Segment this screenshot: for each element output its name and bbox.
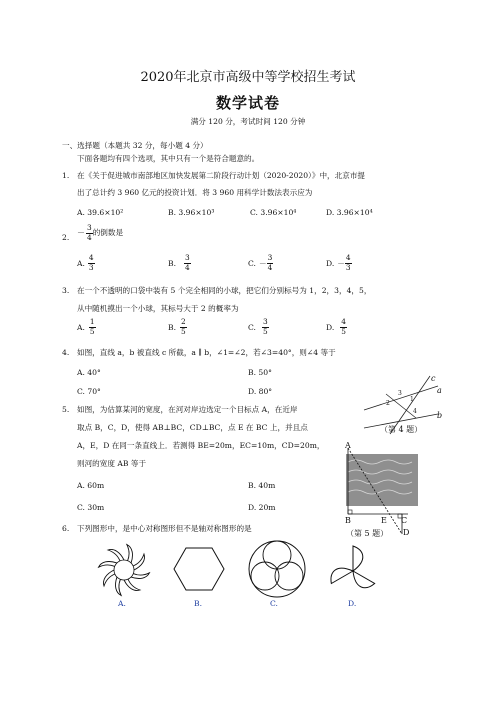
q2-option-c <box>248 254 273 272</box>
section-instruction: 下面各题均有四个选项，其中只有一个是符合题意的。 <box>77 154 260 163</box>
q6-line1: 下列图形中，是中心对称图形但不是轴对称图形的是 <box>77 524 252 533</box>
q2-option-a-num: 4 <box>88 253 94 262</box>
q5-option-c: C. 30m <box>77 503 105 512</box>
q2-option-d <box>326 254 352 272</box>
q5-label-a: A <box>345 441 351 450</box>
q1-line2: 出了总计约 3 960 亿元的投资计划．将 3 960 用科学计数法表示应为 <box>77 188 313 197</box>
q1-option-b: B. 3.96×10³ <box>168 208 215 217</box>
q2-option-a <box>77 254 95 272</box>
subject-title: 数学试卷 <box>215 94 280 112</box>
q1-option-a: A. 39.6×10² <box>77 208 124 217</box>
q5-option-d: D. 20m <box>248 503 276 512</box>
q4-option-b: B. 50° <box>248 368 272 377</box>
q3-line2: 从中随机摸出一个小球，其标号大于 2 的概率为 <box>77 304 239 313</box>
q6-option-c: C. <box>270 599 278 608</box>
q4-label-3: 3 <box>398 390 402 397</box>
q2-stem: － $\frac{3}{4}$ 的倒数是 <box>77 223 124 242</box>
q4-label-2: 2 <box>386 400 390 407</box>
q4-line1: 如图，直线 a，b 被直线 c 所截，a ∥ b，∠1=∠2，若∠3=40°，则∠4 等于 <box>77 348 336 357</box>
q2-stem-text: 的倒数是 <box>92 228 124 237</box>
exam-meta: 满分 120 分，考试时间 120 分钟 <box>190 117 306 126</box>
q4-label-b: b <box>437 411 443 420</box>
center-circle <box>114 560 134 580</box>
q5-label-e: E <box>381 516 387 525</box>
q4-label-1: 1 <box>410 396 414 403</box>
q5-caption: （第 5 题） <box>346 529 389 538</box>
q5-line2: 取点 B，C，D，使得 AB⊥BC，CD⊥BC，点 E 在 BC 上，并且点 <box>77 423 308 432</box>
q5-option-b: B. 40m <box>248 481 276 490</box>
q3-option-a-num: 1 <box>89 317 95 326</box>
q3-option-c-label: C. <box>248 322 256 332</box>
q4-label-c: c <box>431 374 436 383</box>
q1-option-c: C. 3.96×10⁴ <box>250 208 297 217</box>
q4-label-4: 4 <box>413 408 417 415</box>
q2-option-d-label: D. <box>326 258 335 268</box>
q2-option-c-den: 4 <box>267 262 273 272</box>
q5-line1: 如图，为估算某河的宽度，在河对岸边选定一个目标点 A，在近岸 <box>77 405 298 414</box>
q3-option-d-num: 4 <box>341 317 346 326</box>
q3-line1: 在一个不透明的口袋中装有 5 个完全相同的小球，把它们分别标号为 1，2，3，4，5， <box>77 286 372 295</box>
q6-figure-b-hexagon <box>172 546 226 592</box>
q6-option-b: B. <box>194 599 202 608</box>
q2-option-d-neg: － <box>337 258 345 268</box>
q2-number: 2. <box>62 233 70 242</box>
q4-option-c: C. 70° <box>77 387 101 396</box>
q4-caption: （第 4 题） <box>380 425 423 434</box>
q6-number: 6. <box>62 524 70 533</box>
q5-line4: 则河的宽度 AB 等于 <box>77 459 147 468</box>
q6-figure-a-pinwheel <box>96 542 152 598</box>
q2-option-c-num: 3 <box>267 253 273 262</box>
q3-option-b-den: 5 <box>181 326 186 336</box>
q2-option-a-den: 3 <box>88 262 94 272</box>
exam-title: 2020年北京市高级中等学校招生考试 <box>140 70 356 85</box>
q3-option-d-den: 5 <box>341 326 346 336</box>
q2-option-b <box>168 254 191 272</box>
q3-option-a-den: 5 <box>89 326 95 336</box>
section-heading: 一、选择题（本题共 32 分，每小题 4 分） <box>62 141 208 150</box>
q3-option-d-label: D. <box>326 322 335 332</box>
q6-figure-d-triskelion <box>322 540 384 602</box>
right-angle-b <box>348 510 352 514</box>
q3-option-b-num: 2 <box>181 317 186 326</box>
q6-figure-c-circles <box>246 538 308 600</box>
three-blades <box>326 546 374 592</box>
q4-number: 4. <box>62 348 70 357</box>
q2-option-a-label: A. <box>77 258 85 268</box>
q3-number: 3. <box>62 286 70 295</box>
pinwheel-blades <box>98 544 150 596</box>
q2-option-b-den: 4 <box>185 262 190 272</box>
q2-stem-num: 3 <box>87 223 92 232</box>
q5-label-d: D <box>403 528 410 537</box>
q2-option-b-label: B. <box>168 258 176 268</box>
q5-number: 5. <box>62 405 70 414</box>
q3-option-c-den: 5 <box>262 326 268 336</box>
hexagon-shape <box>174 548 224 590</box>
q3-option-a-label: A. <box>77 322 85 332</box>
q4-label-a: a <box>437 386 442 395</box>
q2-option-b-num: 3 <box>185 253 190 262</box>
q5-label-c: C <box>401 516 408 525</box>
q5-option-a: A. 60m <box>77 481 105 490</box>
q2-option-d-num: 4 <box>345 253 351 262</box>
q6-option-d: D. <box>348 599 357 608</box>
q6-option-a: A. <box>118 599 126 608</box>
q3-option-b <box>168 318 187 336</box>
q1-option-d: D. 3.96×10⁴ <box>326 208 373 217</box>
q3-option-d <box>326 318 347 336</box>
q2-option-d-den: 3 <box>345 262 351 272</box>
q1-line1: 在《关于促进城市南部地区加快发展第二阶段行动计划（2020-2020）》中，北京市提 <box>77 171 366 180</box>
q4-option-a: A. 40° <box>77 368 101 377</box>
q2-stem-fraction <box>86 224 93 242</box>
q5-label-b: B <box>345 516 351 525</box>
q1-number: 1. <box>62 171 70 180</box>
q3-option-b-label: B. <box>168 322 176 332</box>
q4-option-d: D. 80° <box>248 387 273 396</box>
q3-option-a <box>77 318 96 336</box>
q2-option-c-label: C. <box>248 258 256 268</box>
q5-line3: A，E，D 在同一条直线上．若测得 BE=20m，EC=10m，CD=20m， <box>77 441 325 450</box>
q3-option-c-num: 3 <box>262 317 268 326</box>
q3-option-c <box>248 318 269 336</box>
q2-option-c-neg: － <box>258 258 267 268</box>
q2-stem-den: 4 <box>87 232 92 242</box>
